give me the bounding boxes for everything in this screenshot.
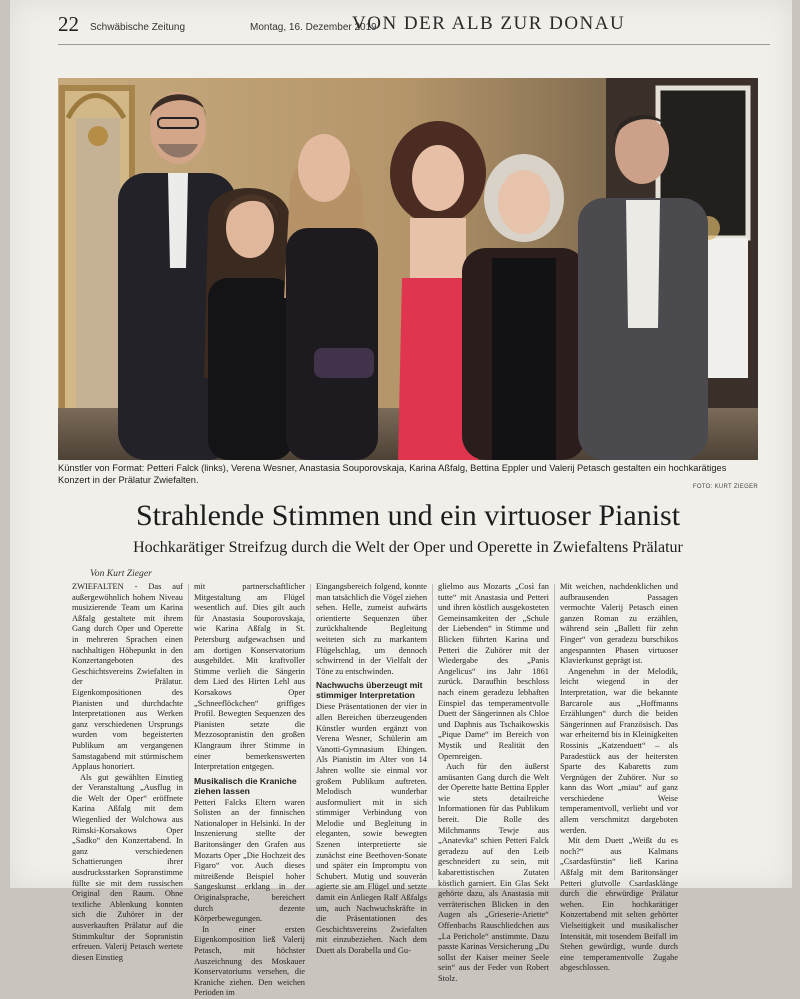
newspaper-name: Schwäbische Zeitung (90, 22, 186, 33)
column-divider (188, 584, 189, 880)
column-divider (554, 584, 555, 880)
photo-caption: Künstler von Format: Petteri Falck (links), Verena Wesner, Anastasia Souporovskaja, Karina Aßfalg, Bettina Eppler und Valerij Petasch gestalten ein hochkarätiges Konzert in der Prälatur Zwiefalten. (58, 463, 727, 485)
paragraph: Petteri Falcks Eltern waren Solisten an der finnischen Nationaloper in Helsinki. In der Inszenierung stellte der Baritonsänger den Grafen aus Mozarts Oper „Die Hochzeit des Figaro“ vor. Auch dieses mitreißende Beispiel hoher Sangeskunst erklang in der Originalsprache, bereichert durch dezente Körperbewegungen. (194, 797, 305, 924)
paragraph: Diese Präsentationen der vier in allen Bereichen überzeugenden Künstler wurden ergänzt von Verena Wesner, Schülerin am Vanotti-Gymnasium Ehingen. Als Pianistin im Alter von 14 Jahren wollte sie einmal vor großem Publikum auftreten. Melodisch wunderbar ausformuliert mit in sich stimmiger Verbindung von Melodie und Begleitung in eleganten, sowie bewegten Szenen interpretierte sie zunächst eine Beethoven-Sonate und später ein Impromptu von Schubert. Mutig und souverän agierte sie am Flügel und setzte damit ein Anliegen Ralf Aßfalgs um, auch Nachwuchskräfte in die Präsentationen des Geschichtsvereins Zwiefalten mit einzubeziehen. Nach dem Duett als Dorabella und Gu- (316, 702, 427, 955)
article-subheadline: Hochkarätiger Streifzug durch die Welt der Oper und Operette in Zwiefaltens Prälatur (133, 539, 683, 556)
article-subhead: Musikalisch die Kraniche ziehen lassen (194, 775, 297, 796)
paragraph: Als gut gewählten Einstieg der Veranstaltung „Ausflug in die Welt der Oper“ eröffnete Karina Aßfalg mit dem Wiegenlied der Wolchowa aus Rimski-Korsakows Oper „Sadko“ den Konzertabend. In ganz verschiedenen Schattierungen ihrer ausdrucksstarken Sopranstimme füllte sie mit dem russischen Original den Raum. Ohne textliche Ablenkung konnten sich die Zuhörer in der ausverkauften Prälatur auf die Stimmkultur der Sopranistin erfreuen. Valerij Petasch wertete diesen Einstieg (72, 772, 183, 962)
paragraph: Mit weichen, nachdenklichen und aufbrausenden Passagen vermochte Valerij Petasch einen ganzen Roman zu erzählen, während sein „Ballett für zehn Finger“ von geradezu burschikos angespannten Phasen virtuoser Klavierkunst geprägt ist. (560, 582, 678, 666)
paragraph: Eingangsbereich folgend, konnte man tatsächlich die Vögel ziehen sehen. Helle, zumeist aufwärts orientierte Sequenzen über zurückhaltende Begleitung weiteten sich zu markantem Flügelschlag, um dennoch schwirrend in der Vielfalt der Töne zu entschwinden. (316, 582, 428, 676)
person-verena (204, 188, 298, 460)
group-photo (58, 78, 758, 460)
section-title: VON DER ALB ZUR DONAU (352, 13, 626, 34)
paragraph: Mit dem Duett „Weißt du es noch?“ aus Kalmans „Csardasfürstin“ ließ Karina Aßfalg mit dem Baritonsänger Petteri glutvolle Csardasklänge durch die ehrwürdige Prälatur wehen. Ein hochkarätiger Konzertabend mit selten gehörter Vielseitigkeit und musikalischer Intensität, mit tosendem Beifall im Stehen gewürdigt, wurde durch eine temperamentvolle Zugabe abgeschlossen. (560, 836, 678, 973)
header-rule (58, 44, 770, 45)
paragraph: glielmo aus Mozarts „Così fan tutte“ mit Anastasia und Petteri und ihren köstlich ausgekosteten Gemeinsamkeiten der „Schule der Liebenden“ in Stimme und Blicken führten Karina und Petteri die Zuhörer mit der Wiedergabe des „Panis Angelicus“ ins Jahr 1861 zurück. Daraufhin beschloss nach einem geradezu lebhaften Einspiel das temperamentvolle Duett der Sängerinnen als Chloe und Daphnis aus Tschaikowskis „Pique Dame“ im Bereich von Mystik und Realität den Opernreigen. (438, 582, 549, 761)
article-column-1 (72, 582, 183, 962)
paragraph: ZWIEFALTEN - Das auf außergewöhnlich hohem Niveau musizierende Team um Karina Aßfalg gestaltete mit ihrem Gang durch Oper und Operette in mehreren Sprachen einen nachhaltigen Höhepunkt in den Konzertangeboten des Geschichtsvereins Zwiefalten in der Prälatur. Eigenkompositionen des Pianisten und durchdachte Interpretationen aus Werken ganz verschiedenen Ursprungs wurden vom begeisterten Publikum am vergangenen Samstagabend mit stürmischem Applaus honoriert. (72, 582, 183, 772)
paragraph: Auch für den äußerst amüsanten Gang durch die Welt der Operette hatte Bettina Eppler wie stets detailreiche Informationen für das Publikum bereit. Die Rolle des Milchmanns Tewje aus „Anatevka“ schien Petteri Falck geradezu auf den Leib geschneidert zu sein, mit kabarettistischen Zutaten köstlich garniert. Ein Glas Sekt gehörte dazu, als Anastasia mit verräterischen Blicken in den Augen als „Grieserie-Ariette“ Offenbachs Rauschliedchen aus „La Perichole“ anstimmte. Dazu passte Karinas Versicherung „Du sollst der Kaiser meiner Seele sein“ aus der Feder von Robert Stolz. (438, 762, 549, 983)
article-column-4 (438, 582, 549, 983)
group-photo-drawing (58, 78, 758, 460)
paragraph: mit partnerschaftlicher Mitgestaltung am Flügel wesentlich auf. Dies gilt auch für Anastasia Souporovskaja, wie Karina Aßfalg in St. Petersburg aufgewachsen und am dortigen Konservatorium ausgebildet. Mit kraftvoller Stimme verlieh die Sängerin dem Lied des Hirten Lehl aus Korsakows Oper „Schneeflöckchen“ griffiges Profil. Bewegten Sequenzen des Pianisten setzte die Mezzosopranistin den großen Klangraum ihrer Stimme in einer bemerkenswerten Interpretation entgegen. (194, 582, 305, 772)
article-headline: Strahlende Stimmen und ein virtuoser Pianist (135, 499, 681, 532)
article-column-2 (194, 582, 305, 998)
article-subhead: Nachwuchs überzeugt mit stimmiger Interpretation (316, 680, 423, 701)
issue-date: Montag, 16. Dezember 2019 (250, 22, 377, 33)
article-column-5 (560, 582, 678, 973)
column-divider (310, 584, 311, 880)
photo-credit: FOTO: KURT ZIEGER (692, 484, 758, 490)
paragraph: In einer ersten Eigenkomposition ließ Valerij Petasch, mit höchster Auszeichnung des Moskauer Konservatoriums versehen, die Kraniche ziehen. Den weichen Perioden im (194, 924, 305, 998)
article-byline: Von Kurt Zieger (90, 568, 152, 579)
article-column-3 (316, 582, 428, 955)
page-number: 22 (58, 12, 79, 36)
paragraph: Angenehm in der Melodik, leicht wiegend in der Interpretation, war die bekannte Barcarole aus „Hoffmanns Erzählungen“ durch die beiden Sängerinnen auf Französisch. Das war erheiternd bis in Kleinigkeiten Rossinis „Katzenduett“ – als Paradestück aus der heitersten Sparte des Kabaretts zum Vergnügen der Zuhörer. Nur so kann das Wort „miau“ auf ganz verschiedene Weise temperamentvoll, verliebt und vor allem verschmitzt dargeboten werden. (560, 666, 678, 835)
page-header (58, 8, 778, 48)
column-divider (432, 584, 433, 880)
